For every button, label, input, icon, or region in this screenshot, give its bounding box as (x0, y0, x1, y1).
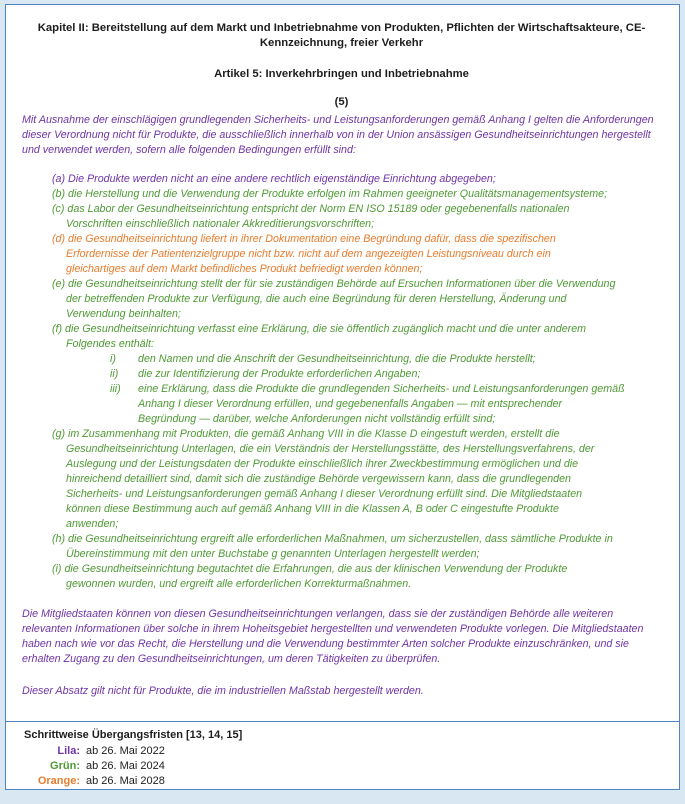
intro-text: Mit Ausnahme der einschlägigen grundlegenden Sicherheits- und Leistungsanforderungen gemäß Anhang I gelten die Anforderungen dieser Verordnung nicht für Produkte, die ausschließlich innerhalb von in der Union ansässigen Gesundheitseinrichtungen hergestellt und verwendet werden, sofern alle folgenden Bedingungen erfüllt sind: (22, 114, 654, 156)
condition-g (52, 427, 661, 532)
condition-h-line: (h) die Gesundheitseinrichtung ergreift alle erforderlichen Maßnahmen, um sicherzustellen, dass sämtliche Produkte in (52, 533, 613, 545)
condition-a (52, 172, 661, 187)
condition-b-line: (b) die Herstellung und die Verwendung der Produkte erfolgen im Rahmen geeigneter Qualitätsmanagementsysteme; (52, 188, 608, 200)
condition-e (52, 277, 661, 322)
sub-item-number: iii) (110, 383, 121, 395)
condition-c (52, 202, 661, 232)
sub-item-text (138, 367, 661, 382)
condition-g-continuation: anwenden; (66, 518, 119, 530)
condition-e-continuation: der betreffenden Produkte zur Verfügung, die auch eine Begründung für deren Herstellung, Änderung und (66, 293, 567, 305)
condition-i-continuation: gewonnen wurden, und ergreift alle erforderlichen Korrekturmaßnahmen. (66, 578, 412, 590)
member-states-text: Die Mitgliedstaaten können von diesen Gesundheitseinrichtungen verlangen, dass sie der zuständigen Behörde alle weiteren relevanten Informationen über solche in ihrem Hoheitsgebiet hergestellten und verwendeten Produkte vorlegen. Die Mitgliedstaaten haben nach wie vor das Recht, die Herstellung und die Verwendung bestimmter Arten solcher Produkte einzuschränken, und sie erhalten Zugang zu den Gesundheitseinrichtungen, um deren Tätigkeiten zu überprüfen. (22, 608, 644, 665)
legend-title: Schrittweise Übergangsfristen [13, 14, 15] (24, 729, 243, 741)
condition-f-sublist (22, 352, 661, 427)
legend-date-orange: ab 26. Mai 2028 (86, 775, 165, 787)
legend-row-lila (24, 744, 661, 759)
chapter-title: Kapitel II: Bereitstellung auf dem Markt und Inbetriebnahme von Produkten, Pflichten der Wirtschaftsakteure, CE-Kennzeichnung, freier Verkehr (37, 22, 646, 49)
sub-item-ii (110, 367, 661, 382)
transition-legend (5, 722, 680, 790)
condition-h (52, 532, 661, 562)
article-title: Artikel 5: Inverkehrbringen und Inbetriebnahme (214, 68, 469, 80)
condition-f-line: (f) die Gesundheitseinrichtung verfasst eine Erklärung, die sie öffentlich zugänglich macht und die unter anderem (52, 323, 587, 335)
sub-item-i (110, 352, 661, 367)
condition-e-line: (e) die Gesundheitseinrichtung stellt der für sie zuständigen Behörde auf Ersuchen Informationen über die Verwendung (52, 278, 616, 290)
sub-item-line: Anhang I dieser Verordnung erfüllen, und gegebenenfalls Angaben — mit entsprechender (138, 398, 563, 410)
condition-f (52, 322, 661, 352)
sub-item-line: eine Erklärung, dass die Produkte die grundlegenden Sicherheits- und Leistungsanforderungen gemäß (138, 383, 625, 395)
conditions-list (22, 172, 661, 592)
condition-c-continuation: Vorschriften einschließlich nationaler Akkreditierungsvorschriften; (66, 218, 375, 230)
legend-row-orange (24, 774, 661, 789)
condition-g-line: (g) im Zusammenhang mit Produkten, die gemäß Anhang VIII in die Klasse D eingestuft werden, erstellt die (52, 428, 560, 440)
condition-i-line: (i) die Gesundheitseinrichtung begutachtet die Erfahrungen, die aus der klinischen Verwendung der Produkte (52, 563, 568, 575)
legend-label-orange: Orange: (37, 775, 80, 787)
sub-item-number: i) (110, 353, 116, 365)
legend-row-gruen (24, 759, 661, 774)
condition-d-line: (d) die Gesundheitseinrichtung liefert in ihrer Dokumentation eine Begründung dafür, dass die spezifischen (52, 233, 556, 245)
condition-g-continuation: Auslegung und der Leistungsdaten der Produkte einschließlich ihrer Zweckbestimmung ermöglichen und die (66, 458, 579, 470)
condition-c-line: (c) das Labor der Gesundheitseinrichtung entspricht der Norm EN ISO 15189 oder gegebenenfalls nationalen (52, 203, 570, 215)
sub-item-line: die zur Identifizierung der Produkte erforderlichen Angaben; (138, 368, 421, 380)
industrial-note: Dieser Absatz gilt nicht für Produkte, die im industriellen Maßstab hergestellt werden. (22, 685, 424, 697)
sub-item-number: ii) (110, 368, 119, 380)
paragraph-number: (5) (334, 96, 349, 108)
legend-date-gruen: ab 26. Mai 2024 (86, 760, 165, 772)
legend-label-gruen: Grün: (50, 760, 80, 772)
sub-item-line: Begründung — darüber, welche Anforderungen nicht vollständig erfüllt sind; (138, 413, 496, 425)
condition-g-continuation: hinreichend detailliert sind, damit sich die zuständige Behörde vergewissern kann, dass die grundlegenden (66, 473, 572, 485)
condition-a-line: (a) Die Produkte werden nicht an eine andere rechtlich eigenständige Einrichtung abgegeben; (52, 173, 496, 185)
condition-i (52, 562, 661, 592)
sub-item-text (138, 352, 661, 367)
legend-date-lila: ab 26. Mai 2022 (86, 745, 165, 757)
condition-g-continuation: Gesundheitseinrichtung Unterlagen, die ein Verständnis der Herstellungsstätte, des Herstellungsverfahrens, der (66, 443, 595, 455)
condition-g-continuation: können diese Bestimmung auch auf gemäß Anhang VIII in die Klassen A, B oder C eingestufte Produkte (66, 503, 559, 515)
sub-item-line: den Namen und die Anschrift der Gesundheitseinrichtung, die die Produkte herstellt; (138, 353, 536, 365)
condition-d (52, 232, 661, 277)
sub-item-text (138, 382, 661, 427)
condition-d-continuation: Erfordernisse der Patientenzielgruppe nicht bzw. nicht auf dem angezeigten Leistungsniveau durch ein (66, 248, 551, 260)
condition-d-continuation: gleichartiges auf dem Markt befindliches Produkt befriedigt werden können; (66, 263, 423, 275)
condition-f-continuation: Folgendes enthält: (66, 338, 154, 350)
condition-g-continuation: Sicherheits- und Leistungsanforderungen gemäß Anhang I dieser Verordnung erfüllt sind. Die Mitgliedstaaten (66, 488, 583, 500)
legend-label-lila: Lila: (57, 745, 80, 757)
sub-item-iii (110, 382, 661, 427)
article-panel (5, 4, 680, 722)
condition-h-continuation: Übereinstimmung mit den unter Buchstabe g genannten Unterlagen hergestellt werden; (66, 548, 480, 560)
condition-e-continuation: Verwendung beinhalten; (66, 308, 181, 320)
condition-b (52, 187, 661, 202)
